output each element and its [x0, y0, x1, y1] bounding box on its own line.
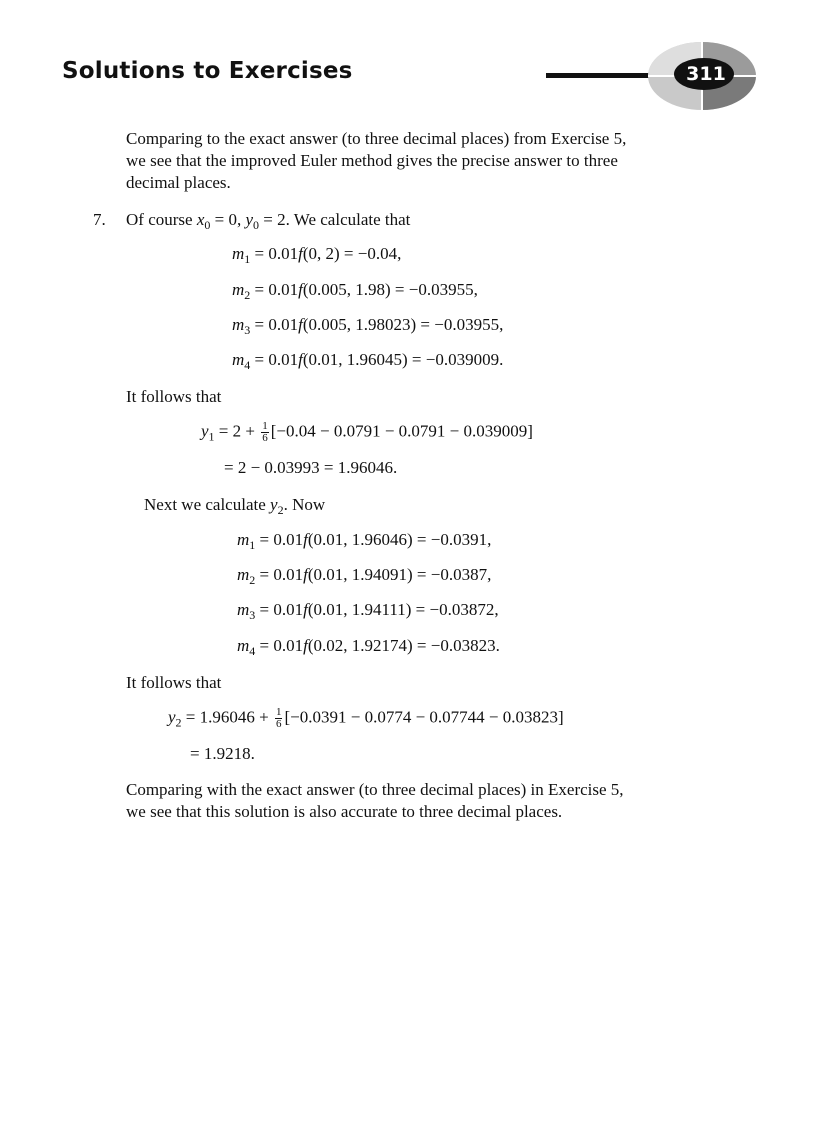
- intro-line-2: we see that the improved Euler method gives the precise answer to three: [126, 151, 618, 170]
- equation-m2-first: $m_2 = 0.01f(0.005$, 1.98) = −0.03955,: [232, 280, 478, 302]
- intro-line-1: Comparing to the exact answer (to three decimal places) from Exercise 5,: [126, 129, 627, 148]
- equation-y1-result: = 2 − 0.03993 = 1.96046.: [224, 458, 398, 477]
- equation-m4-first: $m_4 = 0.01f(0.01$, 1.96045) = −0.039009.: [232, 350, 504, 372]
- equation-m2-second: $m_2 = 0.01f(0.01$, 1.94091) = −0.0387,: [237, 565, 492, 587]
- fraction-one-sixth: $\frac{1}{6}$: [262, 420, 268, 444]
- exercise-7-lead: Of course $x_0 = 0$, $y_0 = 2$. We calculate that: [126, 210, 411, 232]
- equation-m1-second: $m_1 = 0.01f(0.01$, 1.96046) = −0.0391,: [237, 530, 492, 552]
- equation-m3-second: $m_3 = 0.01f(0.01$, 1.94111) = −0.03872,: [237, 600, 499, 622]
- equation-m3-first: $m_3 = 0.01f(0.005$, 1.98023) = −0.03955,: [232, 315, 504, 337]
- page-number: 311: [686, 63, 726, 85]
- page-title: Solutions to Exercises: [62, 58, 353, 84]
- equation-y1: $y_1 = 2$ + $\frac{1}{6}$ [−0.04 − 0.0791 − 0.0791 − 0.039009]: [201, 420, 533, 444]
- follows-text-2: It follows that: [126, 673, 222, 692]
- exercise-number: 7.: [93, 210, 106, 229]
- equation-m1-first: $m_1 = 0.01f(0$, 2) = −0.04,: [232, 244, 402, 266]
- follows-text-1: It follows that: [126, 387, 222, 406]
- intro-line-3: decimal places.: [126, 173, 231, 192]
- fraction-one-sixth: $\frac{1}{6}$: [275, 706, 282, 730]
- equation-m4-second: $m_4 = 0.01f(0.02$, 1.92174) = −0.03823.: [237, 636, 500, 658]
- closing-line-1: Comparing with the exact answer (to three decimal places) in Exercise 5,: [126, 780, 624, 799]
- closing-line-2: we see that this solution is also accurate to three decimal places.: [126, 802, 563, 821]
- equation-y2: $y_2 = 1.96046$ + $\frac{1}{6}$ [−0.0391 − 0.0774 − 0.07744 − 0.03823]: [168, 706, 564, 730]
- equation-y2-result: = 1.9218.: [190, 744, 255, 763]
- next-calc-text: Next we calculate $y_2$. Now: [144, 495, 326, 517]
